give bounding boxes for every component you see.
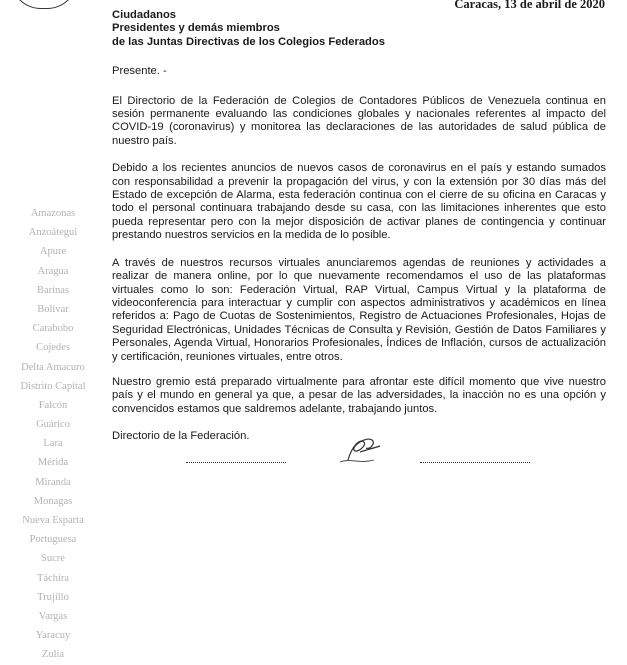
sidebar-state: Miranda [35, 476, 71, 488]
date-line: Caracas, 13 de abril de 2020 [454, 0, 605, 11]
addressee-line: Presidentes y demás miembros [112, 22, 280, 35]
sidebar-state: Yaracuy [35, 630, 71, 642]
seal-stamp [10, 0, 78, 9]
sidebar-state: Sucre [41, 553, 65, 565]
sidebar-state-list [0, 204, 106, 665]
sidebar-state: Anzoátegui [28, 227, 78, 239]
signature-line [420, 462, 530, 469]
signature-image [330, 432, 390, 466]
sidebar-state: Amazonas [30, 208, 76, 219]
sidebar-state: Táchira [36, 572, 70, 584]
sidebar-state: Delta Amacuro [21, 361, 85, 373]
sidebar-state: Portuguesa [29, 534, 77, 546]
sidebar-state: Falcón [38, 399, 68, 411]
sidebar-state: Guárico [36, 419, 70, 431]
paragraph: El Directorio de la Federación de Colegios de Contadores Públicos de Venezuela continua en sesión permanente evaluando las condiciones globales y nacionales referentes al impacto del COVID-19 (coronavirus) y monitorea las declaraciones de las autoridades de salud pública de nuestro país. [112, 94, 606, 147]
sidebar-state: Apure [39, 246, 67, 258]
sidebar-state: Monagas [33, 495, 73, 507]
addressee-line: Ciudadanos [112, 9, 177, 21]
sidebar-state: Barinas [36, 284, 70, 296]
sidebar-state: Distrito Capital [20, 380, 86, 392]
sidebar-state: Trujillo [37, 591, 69, 603]
letter-body [112, 9, 606, 444]
closing: Directorio de la Federación. [112, 430, 250, 443]
sidebar-state: Zulia [41, 649, 65, 661]
addressee-line: de las Juntas Directivas de los Colegios Federados [112, 35, 385, 48]
salutation: Presente. - [112, 65, 167, 78]
sidebar-state: Lara [43, 438, 63, 450]
sidebar-state: Bolívar [37, 303, 69, 315]
sidebar-state: Mérida [37, 457, 69, 469]
signature-line [186, 462, 286, 469]
sidebar-state: Vargas [38, 610, 68, 622]
paragraph: Debido a los recientes anuncios de nuevos casos de coronavirus en el país y estando sumados con responsabilidad a prevenir la propagación del virus, y con la extensión por 30 días más del Estado de excepción de Alarma, esta federación continua con el cierre de su oficina en Caracas y todo el personal continuara trabajando desde su casa, con las limitaciones inherentes que esto pueda representar pero con la mejor disposición de activar planes de contingencia y continuar prestando nuestros servicios en la medida de lo posible. [112, 162, 606, 242]
paragraph: Nuestro gremio está preparado virtualmente para afrontar este difícil momento que vive nuestro país y el mundo en general ya que, a pesar de las adversidades, la inacción no es una opción y convencidos estamos que saldremos adelante, trabajando juntos. [112, 375, 606, 415]
sidebar-state: Nueva Esparta [22, 515, 84, 526]
sidebar-state: Aragua [37, 265, 69, 277]
sidebar-state: Cojedes [36, 342, 70, 354]
paragraph: A través de nuestros recursos virtuales anunciaremos agendas de reuniones y actividades a realizar de manera online, por lo que nuevamente recomendamos el uso de las plataformas virtuales como lo son: Federación Virtual, RAP Virtual, Campus Virtual y la plataforma de videoconferencia para interactuar y cumplir con aspectos administrativos y académicos en línea referidos a: Pago de Cuotas de Sostenimientos, Registro de Actuaciones Profesionales, Hojas de Seguridad Electrónicas, Unidades Técnicas de Consulta y Revisión, Gestión de Datos Familiares y Personales, Agenda Virtual, Honorarios Profesionales, Índices de Inflación, cursos de actualización y certificación, reuniones virtuales, entre otros. [112, 256, 606, 363]
sidebar-state: Carabobo [32, 323, 74, 335]
